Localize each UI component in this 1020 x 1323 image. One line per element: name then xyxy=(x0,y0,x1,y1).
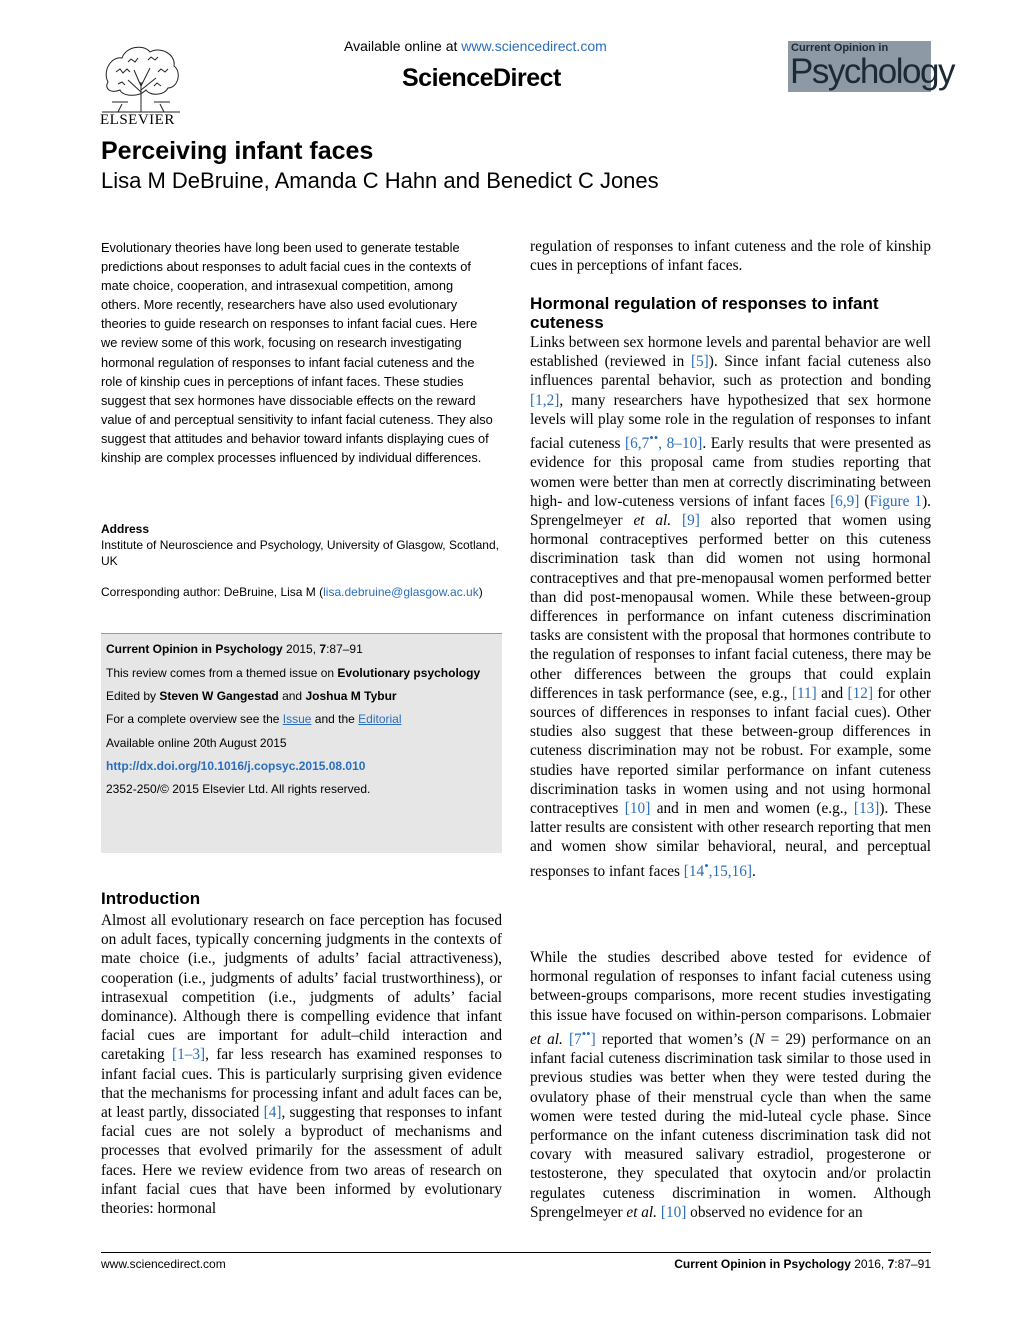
ref-10[interactable]: [10] xyxy=(660,1203,687,1221)
et-al: et al. xyxy=(626,1203,658,1221)
et-al: et al. xyxy=(530,1030,563,1048)
para2-text-3: reported that women’s ( xyxy=(595,1030,755,1048)
ref-1-2[interactable]: [1,2] xyxy=(530,391,560,409)
right-column-continuation: regulation of responses to infant cuteness and the role of kinship cues in perceptions of infant faces. xyxy=(530,238,931,275)
editor-1: Steven W Gangestad xyxy=(159,689,279,703)
introduction-heading: Introduction xyxy=(101,889,201,908)
ref-12[interactable]: [12] xyxy=(847,684,874,702)
figure-1-link[interactable]: Figure 1 xyxy=(869,492,923,510)
address-text: Institute of Neuroscience and Psychology, University of Glasgow, Scotland, UK xyxy=(101,538,499,568)
editor-and: and xyxy=(278,689,306,703)
hormonal-text-9: and xyxy=(816,684,848,702)
article-title: Perceiving infant faces xyxy=(101,137,374,165)
themed-issue: Evolutionary psychology xyxy=(337,666,481,680)
ref-6-7-label: [6,7 xyxy=(625,435,650,453)
hormonal-text-12: ). These latter results are consistent with other research reporting that men and women show similar behavioral, neural, and perceptual responses to infant faces xyxy=(530,799,931,880)
info-copyright: 2352-250/© 2015 Elsevier Ltd. All rights reserved. xyxy=(106,782,371,796)
journal-logo-big: Psychology xyxy=(790,52,954,91)
info-overview xyxy=(106,712,402,726)
overview-prefix: For a complete overview see the xyxy=(106,712,283,726)
ref-9[interactable]: [9] xyxy=(682,511,700,529)
ref-7-label: [7 xyxy=(568,1030,582,1048)
hormonal-text-2: ). Since infant facial cuteness also influences parental behavior, such as protection and bonding xyxy=(530,353,931,390)
ref-5[interactable]: [5] xyxy=(690,353,709,371)
intro-text-1: Almost all evolutionary research on face perception has focused on adult faces, typically concerning judgments in the contexts of mate choice (i.e., judgments of adults’ facial attractiveness), cooperation (i.e., judgments of adults’ facial trustworthiness), or intrasexual competition (i.e., judgments of adults’ facial dominance). Although there is compelling evidence that infant facial cues are important for adult–child interaction and caretaking xyxy=(101,912,502,1064)
publisher-name: ELSEVIER xyxy=(100,112,175,128)
info-journal: Current Opinion in Psychology xyxy=(106,642,283,656)
info-editors xyxy=(106,689,397,703)
footer-url: www.sciencedirect.com xyxy=(101,1257,226,1271)
info-doi xyxy=(106,759,365,773)
footer-citation xyxy=(674,1257,931,1271)
info-year: 2015, xyxy=(282,642,320,656)
ref-4[interactable]: [4] xyxy=(263,1104,282,1122)
info-pages: :87–91 xyxy=(326,642,363,656)
article-authors: Lisa M DeBruine, Amanda C Hahn and Benedict C Jones xyxy=(101,168,659,193)
doi-link[interactable]: http://dx.doi.org/10.1016/j.copsyc.2015.08.010 xyxy=(106,759,366,773)
journal-logo xyxy=(788,41,954,92)
footer-pages: :87–91 xyxy=(894,1257,931,1271)
footer-journal: Current Opinion in Psychology xyxy=(674,1257,851,1271)
hormonal-text xyxy=(530,333,931,881)
hormonal-space xyxy=(671,512,682,529)
para2-text-4: = 29) performance on an infant facial cuteness discrimination task similar to those used in previous studies was better when they were tested during the ovulatory phase of their menstrual cycle than when the same women were tested during the mid-luteal cycle phase. Since performance on the infant cuteness discrimination task did not covary with measured salivary estradiol, progesterone or testosterone, they speculated that oxytocin and/or prolactin regulates cuteness discrimination in women. Although Sprengelmeyer xyxy=(530,1030,931,1221)
intro-text-3: , suggesting that responses to infant facial cues are not solely a byproduct of mechanisms and processes that evolved primarily for the assessment of adult faces. Here we review evidence from two areas of research on infant facial cues that have been informed by evolutionary theories: hormonal xyxy=(101,1104,502,1218)
and-the: and the xyxy=(311,712,359,726)
sample-size-symbol: N xyxy=(754,1030,765,1048)
footer-volume: 7 xyxy=(887,1257,895,1271)
ref-14-label: [14 xyxy=(683,862,705,880)
et-al: et al. xyxy=(633,511,672,529)
themed-prefix: This review comes from a themed issue on xyxy=(106,666,338,680)
ref-6-7[interactable] xyxy=(625,431,703,453)
sciencedirect-link[interactable]: www.sciencedirect.com xyxy=(461,38,607,54)
hormonal-text-11: and in men and women (e.g., xyxy=(650,799,854,817)
ref-8-10-label: , 8–10] xyxy=(658,435,703,453)
journal-logo-top: Current Opinion in xyxy=(791,42,889,54)
info-volume: 7 xyxy=(319,642,327,656)
info-themed xyxy=(106,666,480,680)
ref-15-16-label: ,15,16] xyxy=(708,862,752,880)
ref-7-marker: •• xyxy=(581,1026,591,1041)
available-online xyxy=(344,38,607,54)
sciencedirect-brand: ScienceDirect xyxy=(402,64,561,92)
intro-text-2: , far less research has examined responses to infant facial cues. This is particularly surprising given evidence that the mechanisms for processing infant and adult faces can be, at least partly, dissociated xyxy=(101,1046,502,1122)
hormonal-text-5: ( xyxy=(859,492,870,510)
address-heading: Address xyxy=(101,522,150,536)
hormonal-text-13: . xyxy=(752,862,756,880)
editorial-link[interactable]: Editorial xyxy=(358,712,402,726)
ref-7[interactable] xyxy=(568,1026,596,1048)
ref-11[interactable]: [11] xyxy=(791,684,817,702)
edited-prefix: Edited by xyxy=(106,689,160,703)
hormonal-text-1: Links between sex hormone levels and parental behavior are well established (reviewed in xyxy=(530,334,931,371)
info-available: Available online 20th August 2015 xyxy=(106,736,287,750)
hormonal-paragraph-2 xyxy=(530,948,931,1222)
hormonal-text-8: also reported that women using hormonal contraceptives performed better on this cuteness discrimination task than did women not using hormonal contraceptives and that pre-menopausal women performed better than did post-menopausal women. While these between-group differences in performance on infant cuteness discrimination tasks are consistent with the proposal that hormones contribute to the regulation of responses to infant facial cuteness, there may be other differences between the groups that could explain differences in task performance (see, e.g., xyxy=(530,511,932,702)
ref-10[interactable]: [10] xyxy=(624,799,651,817)
ref-7-marker: •• xyxy=(649,431,659,446)
available-prefix: Available online at xyxy=(344,38,462,54)
ref-14-16[interactable] xyxy=(683,858,752,880)
abstract: Evolutionary theories have long been used to generate testable predictions about responses to adult facial cues in the contexts of mate choice, cooperation, and intrasexual competition, among others. More recently, researchers have also used evolutionary theories to guide research on responses to infant facial cues. Here we review some of this work, focusing on research investigating hormonal regulation of responses to infant facial cuteness and the role of kinship cues in perceptions of infant faces. These studies suggest that sex hormones have dissociable effects on the reward value of and perceptual sensitivity to infant facial cuteness. They also suggest that attitudes and behavior toward infants displaying cues of kinship are complex processes influenced by individual differences. xyxy=(101,240,493,466)
ref-14-marker: • xyxy=(704,858,709,873)
corresponding-author xyxy=(101,585,501,599)
issue-link[interactable]: Issue xyxy=(282,712,312,726)
hormonal-text-4: . Early results that were presented as evidence for this proposal came from studies reporting that women were better than men at correctly discriminating between high- and low-cuteness versions of infant faces xyxy=(530,435,931,510)
ref-13[interactable]: [13] xyxy=(853,799,880,817)
para2-text-6: observed no evidence for an xyxy=(686,1203,863,1221)
para2-text-1: While the studies described above tested for evidence of hormonal regulation of responses to infant facial cuteness using between-groups comparisons, more recent studies investigating this issue have focused on within-person comparisons. Lobmaier xyxy=(530,949,931,1024)
hormonal-text-10: for other sources of differences in responses to infant facial cues). Other studies also suggest that these between-group differences in cuteness discrimination may not be robust. For example, some studies have reported similar performance on infant cuteness discrimination tasks in women using and not using hormonal contraceptives xyxy=(530,684,931,817)
ref-7-close: ] xyxy=(590,1030,596,1048)
editor-2: Joshua M Tybur xyxy=(305,689,397,703)
corresponding-prefix: Corresponding author: DeBruine, Lisa M ( xyxy=(101,585,324,599)
info-citation xyxy=(106,642,363,656)
hormonal-heading: Hormonal regulation of responses to infant cuteness xyxy=(530,294,879,332)
article-info-box xyxy=(101,633,502,853)
introduction-text xyxy=(101,911,502,1218)
footer-year: 2016, xyxy=(850,1257,888,1271)
hormonal-text-3: , many researchers have hypothesized that sex hormone levels will play some role in the regulation of responses to infant facial cuteness xyxy=(530,391,931,453)
footer-rule xyxy=(101,1252,931,1253)
ref-6-9[interactable]: [6,9] xyxy=(830,492,860,510)
corresponding-suffix: ) xyxy=(478,585,483,599)
address-block xyxy=(101,521,501,569)
hormonal-text-6: ). Sprengelmeyer xyxy=(530,492,931,529)
ref-1-3[interactable]: [1–3] xyxy=(171,1046,206,1064)
email-link[interactable]: lisa.debruine@glasgow.ac.uk xyxy=(323,585,479,599)
